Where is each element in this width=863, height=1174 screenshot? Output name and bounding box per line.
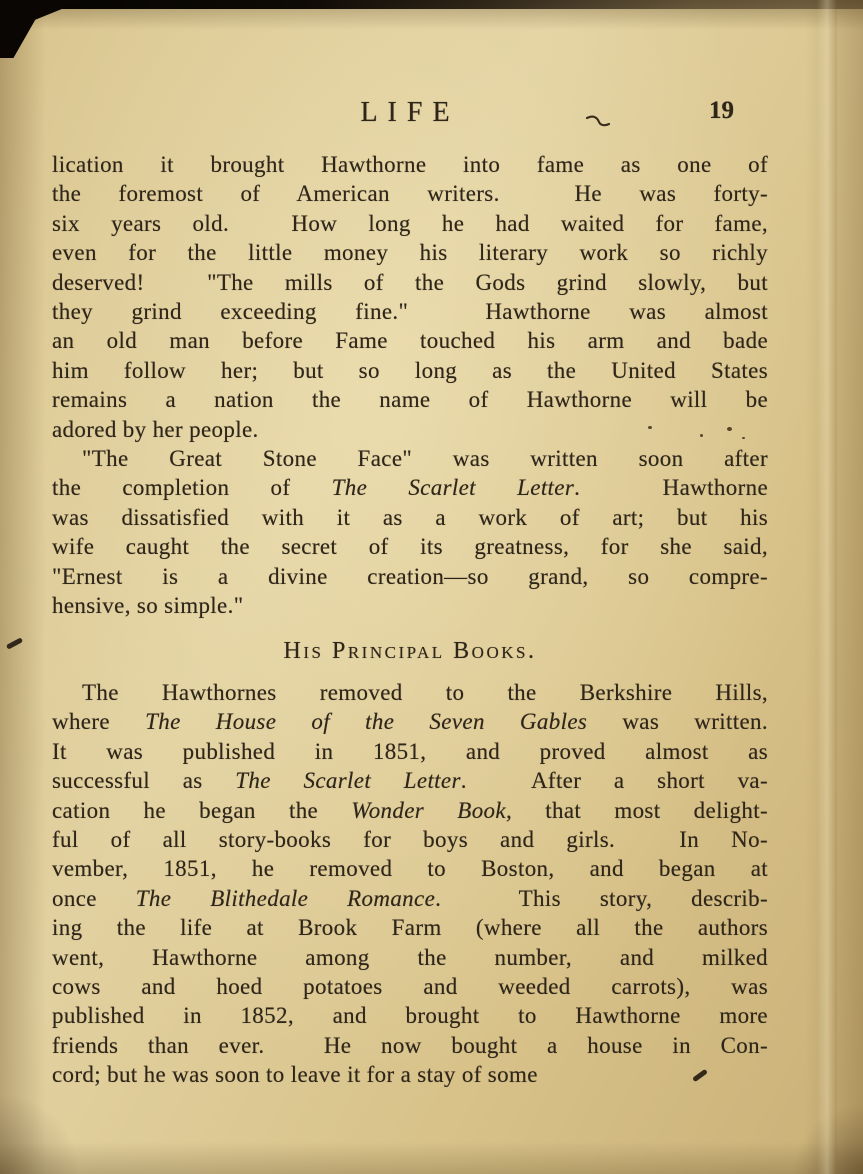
text-line: wife caught the secret of its greatness, for she said, — [52, 534, 768, 560]
pen-squiggle-icon — [585, 114, 611, 128]
text-line: even for the little money his literary work so richly — [52, 240, 768, 266]
page-crease — [817, 0, 837, 1174]
margin-pen-mark-icon — [6, 637, 23, 649]
text-line: vember, 1851, he removed to Boston, and began at — [52, 856, 768, 882]
text-line: ing the life at Brook Farm (where all the authors — [52, 915, 768, 941]
text-line: once The Blithedale Romance. This story, describ- — [52, 885, 768, 911]
text-line: where The House of the Seven Gables was written. — [52, 709, 768, 735]
text-line: It was published in 1851, and proved almost as — [52, 738, 768, 764]
text-line: they grind exceeding fine." Hawthorne was almost — [52, 299, 768, 325]
text-line: was dissatisfied with it as a work of art; but his — [52, 504, 768, 530]
text-line: an old man before Fame touched his arm and bade — [52, 328, 768, 354]
text-line: friends than ever. He now bought a house in Con- — [52, 1032, 768, 1058]
text-line: ful of all story-books for boys and girls. In No- — [52, 826, 768, 852]
text-line: remains a nation the name of Hawthorne will be — [52, 387, 768, 413]
text-line: the completion of The Scarlet Letter. Hawthorne — [52, 475, 768, 501]
text-line: deserved! "The mills of the Gods grind slowly, but — [52, 269, 768, 295]
text-line: six years old. How long he had waited for fame, — [52, 210, 768, 236]
paragraph — [52, 444, 768, 620]
section-heading: His Principal Books. — [283, 637, 537, 664]
paragraph — [52, 150, 768, 444]
scan-edge-artifact-top — [0, 0, 863, 9]
text-line: cation he began the Wonder Book, that most delight- — [52, 797, 768, 823]
text-line: hensive, so simple." — [52, 593, 244, 619]
text-line: him follow her; but so long as the United States — [52, 357, 768, 383]
text-line: went, Hawthorne among the number, and milked — [52, 944, 768, 970]
text-line: "Ernest is a divine creation—so grand, so compre- — [52, 563, 768, 589]
text-line: cord; but he was soon to leave it for a stay of some — [52, 1062, 538, 1088]
ink-speck — [700, 434, 703, 437]
text-line: successful as The Scarlet Letter. After a short va- — [52, 768, 769, 794]
text-line: adored by her people. — [52, 416, 259, 442]
text-block — [52, 150, 768, 1090]
ink-speck — [742, 437, 745, 439]
page-title: LIFE — [360, 97, 460, 128]
text-line: published in 1852, and brought to Hawthorne more — [52, 1003, 768, 1029]
text-line: lication it brought Hawthorne into fame as one of — [52, 152, 768, 177]
page-header — [52, 97, 768, 137]
ink-speck — [727, 427, 732, 431]
text-line: cows and hoed potatoes and weeded carrots), was — [52, 973, 768, 999]
paragraph — [52, 678, 768, 1090]
text-line: the foremost of American writers. He was forty- — [52, 181, 768, 207]
text-line: The Hawthornes removed to the Berkshire Hills, — [82, 679, 768, 705]
page-number: 19 — [709, 97, 734, 124]
ink-speck — [648, 426, 652, 429]
text-line: "The Great Stone Face" was written soon after — [82, 446, 768, 472]
